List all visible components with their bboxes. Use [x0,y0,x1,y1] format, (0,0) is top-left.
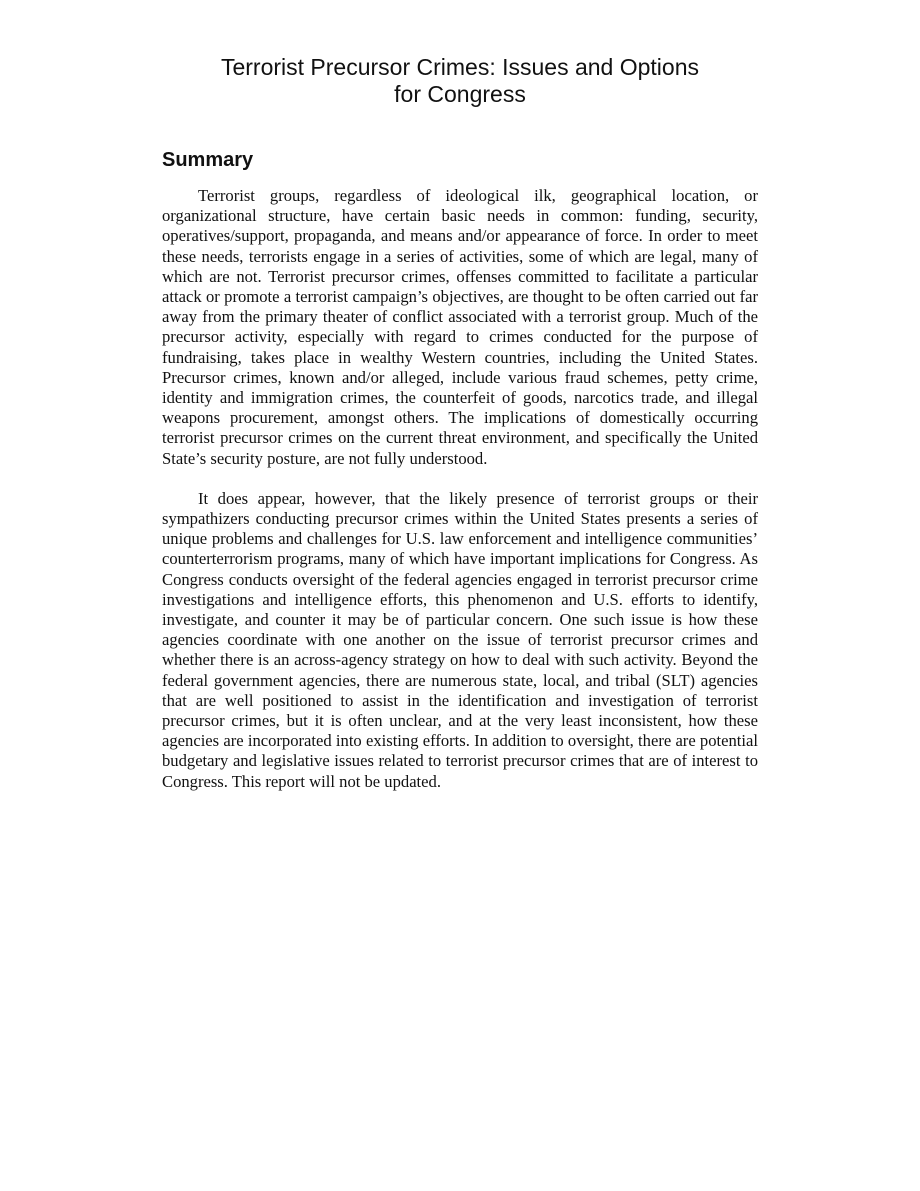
document-page [162,54,758,792]
summary-heading: Summary [162,149,254,171]
title-line-1: Terrorist Precursor Crimes: Issues and Options [220,54,700,80]
document-title [162,54,758,108]
summary-paragraph-1: Terrorist groups, regardless of ideological ilk, geographical location, or organizational structure, have certain basic needs in common: funding, security, operatives/support, propaganda, and means and/or appearance of force. In order to meet these needs, terrorists engage in a series of activities, some of which are legal, many of which are not. Terrorist precursor crimes, offenses committed to facilitate a particular attack or promote a terrorist campaign’s objectives, are thought to be often carried out far away from the primary theater of conflict associated with a terrorist group. Much of the precursor activity, especially with regard to crimes conducted for the purpose of fundraising, takes place in wealthy Western countries, including the United States. Precursor crimes, known and/or alleged, include various fraud schemes, petty crime, identity and immigration crimes, the counterfeit of goods, narcotics trade, and illegal weapons procurement, amongst others. The implications of domestically occurring terrorist precursor crimes on the current threat environment, and specifically the United State’s security posture, are not fully understood. [162,186,758,468]
title-line-2: for Congress [394,81,526,107]
summary-paragraph-2: It does appear, however, that the likely presence of terrorist groups or their sympathizers conducting precursor crimes within the United States presents a series of unique problems and challenges for U.S. law enforcement and intelligence communities’ counterterrorism programs, many of which have important implications for Congress. As Congress conducts oversight of the federal agencies engaged in terrorist precursor crime investigations and intelligence efforts, this phenomenon and U.S. efforts to identify, investigate, and counter it may be of particular concern. One such issue is how these agencies coordinate with one another on the issue of terrorist precursor crimes and whether there is an across-agency strategy on how to deal with such activity. Beyond the federal government agencies, there are numerous state, local, and tribal (SLT) agencies that are well positioned to assist in the identification and investigation of terrorist precursor crimes, but it is often unclear, and at the very least inconsistent, how these agencies are incorporated into existing efforts. In addition to oversight, there are potential budgetary and legislative issues related to terrorist precursor crimes that are of interest to Congress. This report will not be updated. [162,488,758,791]
